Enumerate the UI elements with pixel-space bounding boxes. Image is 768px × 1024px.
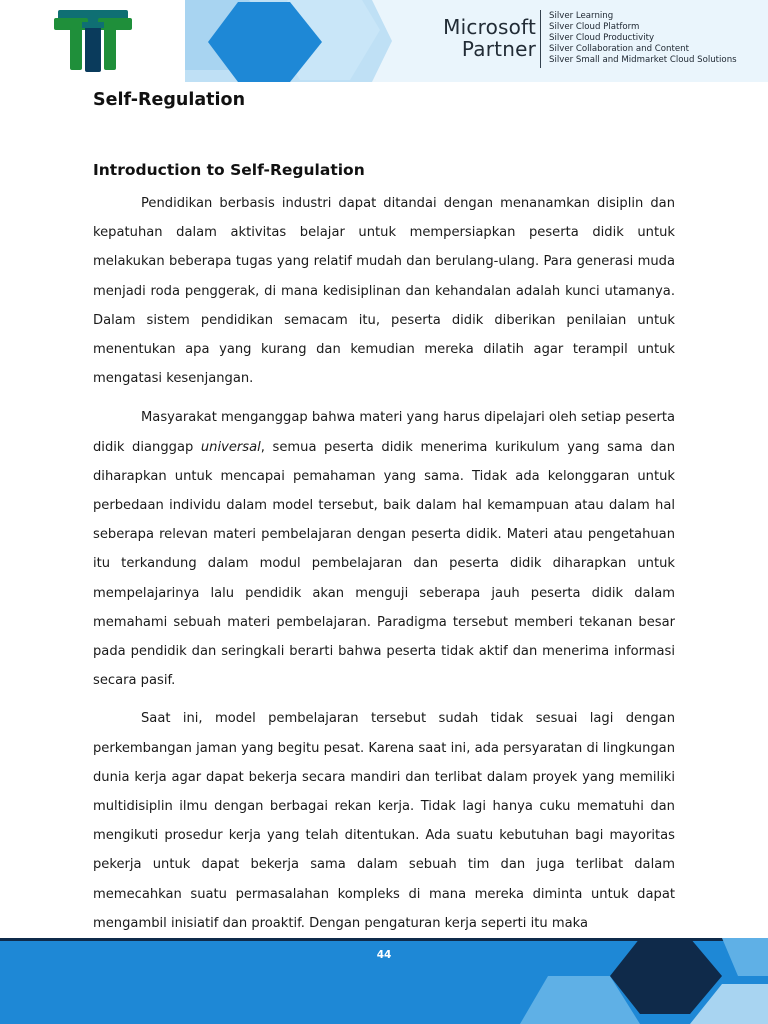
paragraph-2 xyxy=(93,403,675,695)
paragraph-1: Pendidikan berbasis industri dapat ditandai dengan menanamkan disiplin dan kepatuhan dalam aktivitas belajar untuk mempersiapkan peserta didik untuk melakukan beberapa tugas yang relatif mudah dan berulang-ulang. Para generasi muda menjadi roda penggerak, di mana kedisiplinan dan kehandalan adalah kunci utamanya. Dalam sistem pendidikan semacam itu, peserta didik diberikan penilaian untuk menentukan apa yang kurang dan kemudian mereka dilatih agar terampil untuk mengatasi kesenjangan. xyxy=(93,196,675,387)
competency-item: Silver Collaboration and Content xyxy=(549,44,689,54)
competency-item: Silver Learning xyxy=(549,11,614,21)
competency-item: Silver Cloud Productivity xyxy=(549,33,655,43)
paragraph-2-text-start: Masyarakat menganggap bahwa materi yang harus dipelajari oleh setiap peserta didik dianggap xyxy=(93,410,675,455)
partner-line-1: Microsoft xyxy=(443,15,536,39)
company-logo-icon xyxy=(52,8,134,74)
section-heading: Introduction to Self-Regulation xyxy=(93,161,365,179)
partner-divider xyxy=(540,10,541,68)
paragraph-2-text-end: , semua peserta didik menerima kurikulum yang sama dan diharapkan untuk mencapai pemahaman yang sama. Tidak ada kelonggaran untuk perbedaan individu dalam model tersebut, baik dalam hal kemampuan atau dalam hal seberapa relevan materi pembelajaran dengan peserta didik. Materi atau pengetahuan itu terkandung dalam modul pembelajaran dan peserta didik diharapkan untuk mempelajarinya lalu pendidik akan menguji seberapa jauh peserta didik dalam memahami sebuah materi pembelajaran. Paradigma tersebut memberi tekanan besar pada pendidik dan seringkali berarti bahwa peserta tidak aktif dan menerima informasi secara pasif. xyxy=(93,439,675,689)
microsoft-partner-wordmark xyxy=(402,16,536,60)
competency-item: Silver Small and Midmarket Cloud Solutions xyxy=(549,55,737,65)
document-title: Self-Regulation xyxy=(93,90,246,110)
paragraph-2-italic-term: universal xyxy=(200,439,261,455)
partner-competencies-list xyxy=(549,11,764,66)
competency-item: Silver Cloud Platform xyxy=(549,22,640,32)
paragraph-3: Saat ini, model pembelajaran tersebut sudah tidak sesuai lagi dengan perkembangan jaman yang begitu pesat. Karena saat ini, ada persyaratan di lingkungan dunia kerja agar dapat bekerja secara mandiri dan terlibat dalam proyek yang memiliki multidisiplin ilmu dengan berbagai rekan kerja. Tidak lagi hanya cuku mematuhi dan mengikuti prosedur kerja yang telah ditentukan. Ada suatu kebutuhan bagi mayoritas pekerja untuk dapat bekerja sama dalam sebuah tim dan juga terlibat dalam memecahkan suatu permasalahan kompleks di mana mereka diminta untuk dapat mengambil inisiatif dan proaktif. Dengan pengaturan kerja seperti itu maka xyxy=(93,711,675,931)
page-header xyxy=(0,0,768,82)
partner-line-2: Partner xyxy=(461,37,536,61)
body-text xyxy=(93,189,675,948)
page-number: 44 xyxy=(376,949,392,961)
